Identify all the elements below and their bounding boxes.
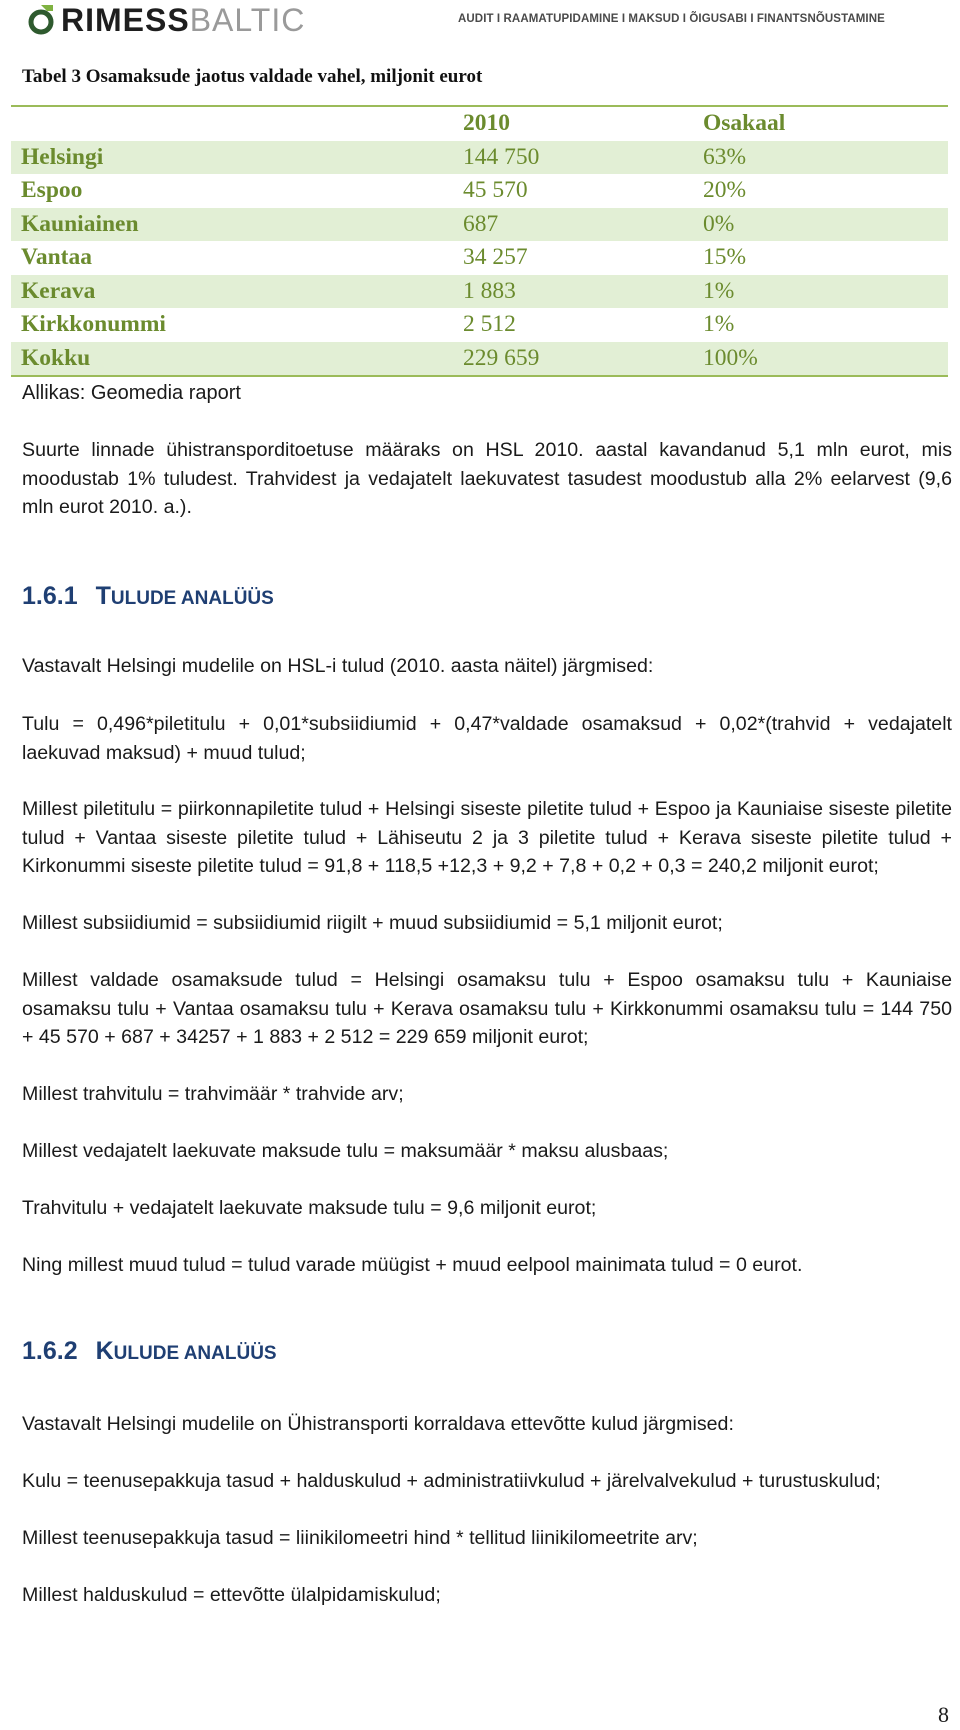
- table-cell-value: 687: [463, 210, 499, 237]
- table-row: [11, 308, 948, 342]
- table-bottom-rule: [11, 375, 948, 377]
- paragraph-cost-intro: Vastavalt Helsingi mudelile on Ühistransporti korraldava ettevõtte kulud järgmised:: [22, 1413, 734, 1435]
- table-row: [11, 208, 948, 242]
- paragraph-municipal-contributions: Millest valdade osamaksude tulud = Helsingi osamaksu tulu + Espoo osamaksu tulu + Kauniaise osamaksu tulu + Vantaa osamaksu tulu + Kerava osamaksu tulu + Kirkkonummi osamaksu tulu = 144 750 + 45 570 + 687 + 34257 + 1 883 + 2 512 = 229 659 miljonit eurot;: [22, 969, 952, 1049]
- paragraph-other-revenue: Ning millest muud tulud = tulud varade müügist + muud eelpool mainimata tulud = 0 eurot.: [22, 1254, 803, 1276]
- table-cell-value: 1 883: [463, 277, 516, 304]
- contributions-table: [11, 105, 948, 377]
- table-cell-municipality: Kerava: [21, 277, 96, 304]
- table-cell-value: 229 659: [463, 344, 540, 371]
- table-row: [11, 141, 948, 175]
- logo-text-bold: RIMESS: [61, 2, 190, 38]
- paragraph-subsidy: Suurte linnade ühistransporditoetuse määraks on HSL 2010. aastal kavandanud 5,1 mln eurot, mis moodustab 1% tuludest. Trahvidest ja vedajatelt laekuvatest tasudest moodustub alla 2% eelarvest (9,6 mln eurot 2010. a.).: [22, 439, 952, 519]
- table-row: [11, 174, 948, 208]
- logo-text: [61, 0, 305, 40]
- table-cell-share: 15%: [703, 244, 747, 270]
- table-cell-share: 100%: [703, 344, 758, 371]
- paragraph-ticket-revenue: Millest piletitulu = piirkonnapiletite tulud + Helsingi siseste piletite tulud + Espoo ja Kauniaise siseste piletite tulud + Vantaa siseste piletite tulud + Lähiseutu 2 ja 3 piletite tulud + Kerava siseste piletite tulud + Kirkonummi siseste piletite tulud = 91,8 + 118,5 +12,3 + 9,2 + 7,8 + 0,2 + 0,3 = 240,2 miljonit eurot;: [22, 798, 952, 878]
- table-source: Allikas: Geomedia raport: [22, 382, 241, 404]
- table-cell-municipality: Helsingi: [21, 143, 104, 170]
- section-number: 1.6.1: [22, 582, 78, 610]
- paragraph-subsidies: Millest subsiidiumid = subsiidiumid riigilt + muud subsiidiumid = 5,1 miljonit eurot;: [22, 912, 723, 934]
- paragraph-carrier-fees: Millest vedajatelt laekuvate maksude tulu = maksumäär * maksu alusbaas;: [22, 1140, 669, 1162]
- paragraph-cost-formula: Kulu = teenusepakkuja tasud + halduskulud + administratiivkulud + järelvalvekulud + turustuskulud;: [22, 1470, 881, 1492]
- table-caption: Tabel 3 Osamaksude jaotus valdade vahel, miljonit eurot: [22, 66, 483, 87]
- section-heading-1-6-1: [22, 582, 274, 611]
- page-header: [0, 0, 960, 48]
- section-heading-1-6-2: [22, 1337, 277, 1366]
- paragraph-revenue-formula: Tulu = 0,496*piletitulu + 0,01*subsiidiumid + 0,47*valdade osamaksud + 0,02*(trahvid + vedajatelt laekuvad maksud) + muud tulud;: [22, 713, 952, 764]
- table-cell-value: 2 512: [463, 311, 516, 337]
- logo-text-light: BALTIC: [189, 2, 306, 38]
- section-number: 1.6.2: [22, 1337, 78, 1365]
- table-cell-municipality: Vantaa: [21, 244, 92, 270]
- table-cell-share: 1%: [703, 277, 735, 304]
- paragraph-fines-total: Trahvitulu + vedajatelt laekuvate maksude tulu = 9,6 miljonit eurot;: [22, 1197, 597, 1219]
- table-row: [11, 275, 948, 309]
- section-title: [96, 582, 274, 610]
- table-cell-municipality: Espoo: [21, 177, 83, 203]
- table-cell-share: 20%: [703, 177, 747, 203]
- section-title-rest: ULUDE: [113, 1343, 184, 1364]
- page-number: 8: [938, 1702, 949, 1727]
- table-cell-share: 63%: [703, 143, 747, 170]
- table-row-total: [11, 342, 948, 376]
- table-cell-municipality: Kirkkonummi: [21, 311, 166, 337]
- table-header-row: [11, 107, 948, 141]
- table-row: [11, 241, 948, 275]
- table-cell-value: 45 570: [463, 177, 528, 203]
- section-title: [96, 1337, 277, 1365]
- company-logo: [27, 0, 305, 40]
- paragraph-fines: Millest trahvitulu = trahvimäär * trahvide arv;: [22, 1083, 404, 1105]
- table-cell-municipality: Kauniainen: [21, 210, 139, 237]
- paragraph-admin-costs: Millest halduskulud = ettevõtte ülalpidamiskulud;: [22, 1584, 441, 1606]
- section-title-rest: ANALÜÜS: [183, 1343, 277, 1364]
- table-header-cell: 2010: [463, 110, 510, 136]
- table-cell-value: 144 750: [463, 143, 540, 170]
- section-title-initial: T: [95, 582, 111, 610]
- table-cell-share: 0%: [703, 210, 735, 237]
- section-title-initial: K: [95, 1337, 114, 1365]
- logo-mark-icon: [27, 3, 57, 37]
- table-cell-value: 34 257: [463, 244, 528, 270]
- table-cell-share: 1%: [703, 311, 735, 337]
- header-tagline: AUDIT I RAAMATUPIDAMINE I MAKSUD I ÕIGUSABI I FINANTSNÕUSTAMINE: [458, 13, 885, 25]
- section-title-rest: ULUDE: [110, 588, 181, 609]
- table-header-cell: Osakaal: [703, 110, 786, 136]
- paragraph-revenue-intro: Vastavalt Helsingi mudelile on HSL-i tulud (2010. aasta näitel) järgmised:: [22, 655, 654, 677]
- section-title-rest: ANALÜÜS: [180, 588, 274, 609]
- paragraph-service-fees: Millest teenusepakkuja tasud = liinikilomeetri hind * tellitud liinikilomeetrite arv;: [22, 1527, 698, 1549]
- table-cell-municipality: Kokku: [21, 344, 91, 371]
